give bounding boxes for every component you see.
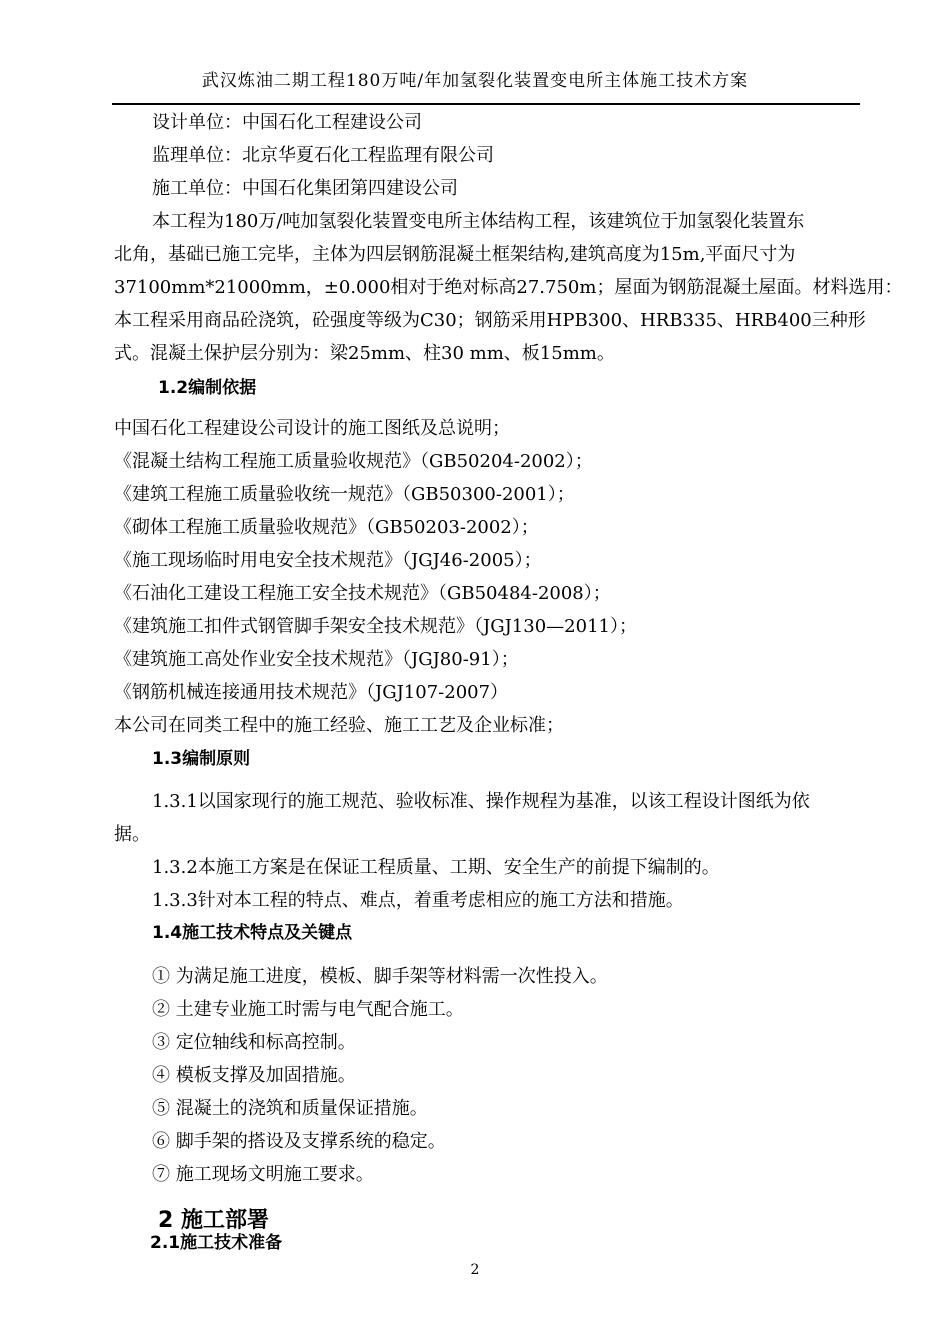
page-number: 2 <box>470 1262 480 1278</box>
key-point-item: ① 为满足施工进度，模板、脚手架等材料需一次性投入。 <box>152 966 608 987</box>
overview-line: 37100mm*21000mm，±0.000相对于绝对标高27.750m；屋面为钢筋混凝土屋面。材料选用： <box>114 277 903 298</box>
basis-item: 《建筑施工高处作业安全技术规范》（JGJ80-91）； <box>114 649 519 670</box>
design-unit: 设计单位：中国石化工程建设公司 <box>152 112 422 133</box>
basis-heading: 1.2编制依据 <box>158 378 257 398</box>
key-point-item: ② 土建专业施工时需与电气配合施工。 <box>152 999 464 1020</box>
key-points-heading: 1.4施工技术特点及关键点 <box>152 923 353 943</box>
basis-item: 《建筑工程施工质量验收统一规范》（GB50300-2001）； <box>114 484 575 505</box>
basis-item: 《钢筋机械连接通用技术规范》（JGJ107-2007） <box>114 682 509 703</box>
overview-line: 本工程为180万/吨加氢裂化装置变电所主体结构工程，该建筑位于加氢裂化装置东 <box>152 211 805 232</box>
key-point-item: ③ 定位轴线和标高控制。 <box>152 1032 356 1053</box>
overview-line: 本工程采用商品砼浇筑，砼强度等级为C30；钢筋采用HPB300、HRB335、HRB400三种形 <box>114 310 866 331</box>
page-header-title: 武汉炼油二期工程180万吨/年加氢裂化装置变电所主体施工技术方案 <box>201 71 749 91</box>
header-divider <box>112 103 860 105</box>
key-point-item: ⑦ 施工现场文明施工要求。 <box>152 1164 374 1185</box>
basis-item: 本公司在同类工程中的施工经验、施工工艺及企业标准； <box>114 715 564 736</box>
basis-item: 《施工现场临时用电安全技术规范》（JGJ46-2005）； <box>114 550 542 571</box>
principle-line: 据。 <box>114 824 150 845</box>
principle-line: 1.3.3针对本工程的特点、难点，着重考虑相应的施工方法和措施。 <box>152 890 684 911</box>
basis-item: 《建筑施工扣件式钢管脚手架安全技术规范》（JGJ130—2011）； <box>114 616 637 637</box>
overview-line: 北角，基础已施工完毕，主体为四层钢筋混凝土框架结构,建筑高度为15m,平面尺寸为 <box>114 244 796 265</box>
overview-line: 式。混凝土保护层分别为：梁25mm、柱30 mm、板15mm。 <box>114 343 615 364</box>
basis-item: 中国石化工程建设公司设计的施工图纸及总说明； <box>114 418 510 439</box>
supervision-unit: 监理单位：北京华夏石化工程监理有限公司 <box>152 145 494 166</box>
principle-line: 1.3.1以国家现行的施工规范、验收标准、操作规程为基准，以该工程设计图纸为依 <box>152 791 810 812</box>
section-2-1-heading: 2.1施工技术准备 <box>150 1233 283 1253</box>
key-point-item: ④ 模板支撑及加固措施。 <box>152 1065 356 1086</box>
key-point-item: ⑤ 混凝土的浇筑和质量保证措施。 <box>152 1098 428 1119</box>
principles-heading: 1.3编制原则 <box>152 749 251 769</box>
key-point-item: ⑥ 脚手架的搭设及支撑系统的稳定。 <box>152 1131 446 1152</box>
basis-item: 《混凝土结构工程施工质量验收规范》（GB50204-2002）； <box>114 451 593 472</box>
construction-unit: 施工单位：中国石化集团第四建设公司 <box>152 178 458 199</box>
basis-item: 《石油化工建设工程施工安全技术规范》（GB50484-2008）； <box>114 583 611 604</box>
basis-item: 《砌体工程施工质量验收规范》（GB50203-2002）； <box>114 517 539 538</box>
principle-line: 1.3.2本施工方案是在保证工程质量、工期、安全生产的前提下编制的。 <box>152 857 720 878</box>
section-2-heading: 2 施工部署 <box>158 1208 269 1233</box>
